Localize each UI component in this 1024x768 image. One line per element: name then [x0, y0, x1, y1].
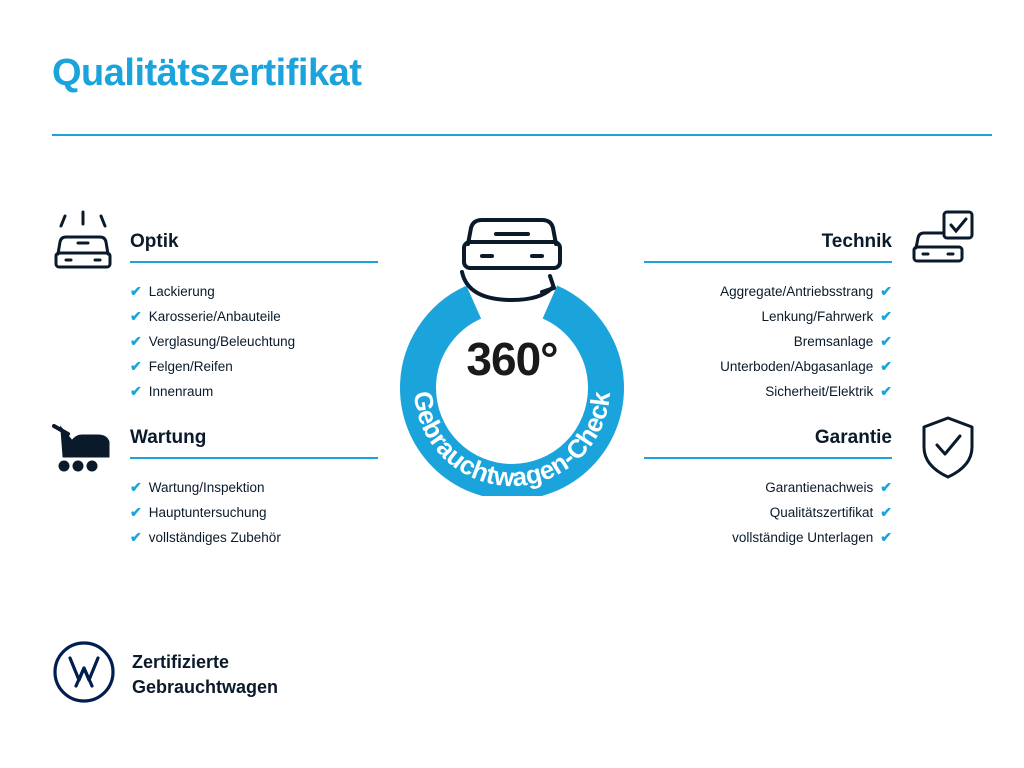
badge-360-check: [376, 196, 648, 496]
list-item-label: Lackierung: [148, 284, 215, 299]
check-icon: ✔: [130, 333, 142, 349]
list-item-label: Sicherheit/Elektrik: [765, 384, 874, 399]
check-icon: ✔: [880, 529, 892, 545]
list-item-label: Aggregate/Antriebsstrang: [720, 284, 874, 299]
car-lift-service-icon: [48, 412, 118, 487]
list-item-label: Qualitätszertifikat: [769, 505, 874, 520]
shield-check-icon: [918, 414, 978, 489]
list-item-label: vollständiges Zubehör: [148, 530, 281, 545]
badge-center-label: 360°: [466, 333, 558, 385]
section-technik-divider: [644, 261, 892, 263]
list-item-label: Garantienachweis: [765, 480, 874, 495]
list-item-label: Unterboden/Abgasanlage: [720, 359, 874, 374]
check-icon: ✔: [880, 308, 892, 324]
list-item-label: Verglasung/Beleuchtung: [148, 334, 296, 349]
list-item-label: Felgen/Reifen: [148, 359, 233, 374]
list-item: [592, 500, 892, 525]
section-wartung-divider: [130, 457, 378, 459]
check-icon: ✔: [880, 504, 892, 520]
check-icon: ✔: [880, 479, 892, 495]
list-item-label: Wartung/Inspektion: [148, 480, 265, 495]
vw-logo-icon: [52, 640, 116, 709]
list-item-label: Karosserie/Anbauteile: [148, 309, 281, 324]
footer-line-2: Gebrauchtwagen: [132, 676, 279, 697]
title-divider: [52, 134, 992, 136]
section-garantie-divider: [644, 457, 892, 459]
section-optik-divider: [130, 261, 378, 263]
check-icon: ✔: [880, 358, 892, 374]
check-icon: ✔: [130, 504, 142, 520]
list-item: [592, 525, 892, 550]
car-shine-icon: [48, 210, 118, 285]
list-item-label: Innenraum: [148, 384, 214, 399]
page-title: Qualitätszertifikat: [52, 52, 362, 94]
list-item: [130, 525, 430, 550]
list-item-label: Bremsanlage: [793, 334, 874, 349]
section-technik-heading: Technik: [821, 231, 892, 252]
check-icon: ✔: [880, 283, 892, 299]
section-wartung-heading: Wartung: [130, 427, 207, 448]
car-checklist-icon: [910, 208, 980, 283]
section-garantie-heading: Garantie: [814, 427, 892, 448]
check-icon: ✔: [130, 383, 142, 399]
badge-ring-label: Gebrauchtwagen-Check: [407, 389, 617, 493]
list-item-label: Hauptuntersuchung: [148, 505, 267, 520]
check-icon: ✔: [130, 283, 142, 299]
footer-brand: [52, 640, 278, 709]
list-item-label: Lenkung/Fahrwerk: [761, 309, 874, 324]
check-icon: ✔: [880, 333, 892, 349]
svg-text:Gebrauchtwagen-Check: [408, 389, 617, 492]
footer-line-1: Zertifizierte: [132, 651, 230, 672]
section-optik-heading: Optik: [130, 231, 179, 252]
check-icon: ✔: [130, 529, 142, 545]
check-icon: ✔: [130, 358, 142, 374]
check-icon: ✔: [130, 308, 142, 324]
footer-brand-text: [132, 650, 278, 700]
list-item-label: vollständige Unterlagen: [732, 530, 874, 545]
check-icon: ✔: [130, 479, 142, 495]
check-icon: ✔: [880, 383, 892, 399]
list-item: [130, 500, 430, 525]
